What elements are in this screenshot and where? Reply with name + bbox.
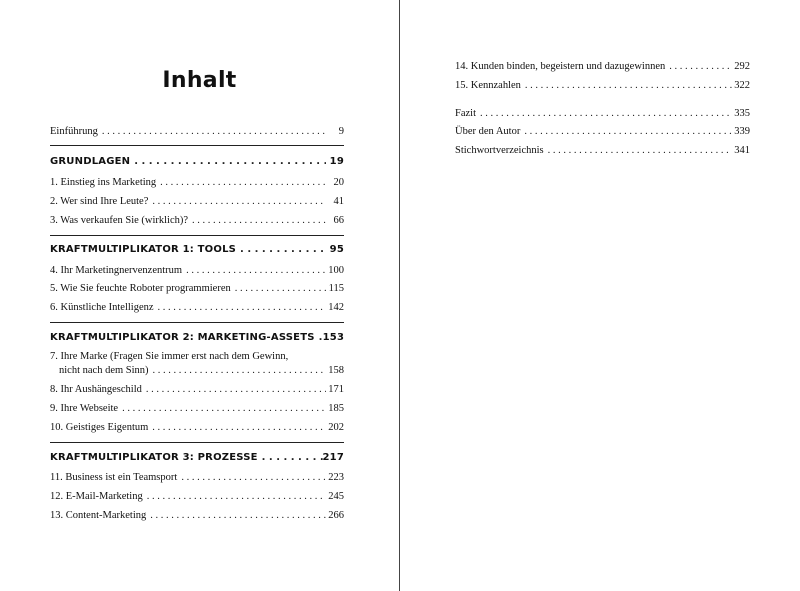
leader-dots <box>118 402 326 415</box>
toc-section-heading[interactable] <box>50 331 344 344</box>
toc-entry-page: 100 <box>328 265 344 276</box>
toc-section-heading[interactable] <box>50 155 344 168</box>
leader-dots <box>143 490 326 503</box>
leader-dots <box>98 125 326 138</box>
toc-entry-label: 14. Kunden binden, begeistern und dazugewinnen <box>455 61 666 72</box>
toc-entry-page: 322 <box>734 80 750 91</box>
leader-dots <box>142 383 326 396</box>
toc-entry-label: 13. Content-Marketing <box>50 510 147 521</box>
leader-dots <box>130 155 326 168</box>
leader-dots <box>231 282 326 295</box>
toc-entry[interactable] <box>50 195 344 208</box>
toc-entry-page: 245 <box>328 491 344 502</box>
toc-section-title: KRAFTMULTIPLIKATOR 1: TOOLS <box>50 244 237 255</box>
leader-dots <box>188 214 326 227</box>
toc-entry-page: 335 <box>734 108 750 119</box>
leader-dots <box>258 451 323 464</box>
leader-dots <box>182 264 326 277</box>
toc-section-heading[interactable] <box>50 451 344 464</box>
toc-entry[interactable] <box>50 421 344 434</box>
toc-entry-label: 15. Kennzahlen <box>455 80 521 91</box>
toc-entry-label: 10. Geistiges Eigentum <box>50 422 149 433</box>
toc-section-title: GRUNDLAGEN <box>50 156 131 167</box>
leader-dots <box>544 144 732 157</box>
toc-entry[interactable] <box>50 402 344 415</box>
toc-entry-label: 8. Ihr Aushängeschild <box>50 384 142 395</box>
toc-entry[interactable] <box>50 176 344 189</box>
toc-entry-page: 292 <box>734 61 750 72</box>
toc-entry-label: 12. E-Mail-Marketing <box>50 491 143 502</box>
leader-dots <box>236 243 326 256</box>
toc-section-page: 19 <box>329 156 344 167</box>
leader-dots <box>177 471 326 484</box>
toc-entry-label: 9. Ihre Webseite <box>50 403 119 414</box>
book-spine <box>399 0 400 591</box>
toc-entry[interactable] <box>50 471 344 484</box>
toc-entry-label: 4. Ihr Marketingnervenzentrum <box>50 265 183 276</box>
leader-dots <box>154 301 326 314</box>
toc-entry-label: 7. Ihre Marke (Fragen Sie immer erst nach dem Gewinn, <box>50 351 289 362</box>
toc-section-title: KRAFTMULTIPLIKATOR 2: MARKETING-ASSETS <box>50 332 315 343</box>
toc-entry-page: 339 <box>734 126 750 137</box>
toc-entry[interactable] <box>50 383 344 396</box>
toc-entry-page: 202 <box>328 422 344 433</box>
toc-entry[interactable] <box>50 509 344 522</box>
leader-dots <box>146 509 326 522</box>
leader-dots <box>156 176 326 189</box>
toc-entry-intro[interactable] <box>50 125 344 138</box>
toc-entry[interactable] <box>50 301 344 314</box>
toc-entry-back-matter[interactable] <box>455 107 750 120</box>
toc-entry[interactable] <box>455 60 750 73</box>
toc-entry-label: Stichwortverzeichnis <box>455 145 544 156</box>
toc-entry-label: 5. Wie Sie feuchte Roboter programmieren <box>50 283 231 294</box>
leader-dots <box>149 364 326 377</box>
toc-section-page: 153 <box>322 332 345 343</box>
toc-entry[interactable] <box>50 214 344 227</box>
leader-dots <box>521 79 732 92</box>
toc-entry-label: 6. Künstliche Intelligenz <box>50 302 154 313</box>
toc-section-title: KRAFTMULTIPLIKATOR 3: PROZESSE <box>50 452 258 463</box>
leader-dots <box>520 125 732 138</box>
toc-entry-label-continued: nicht nach dem Sinn) <box>59 365 149 376</box>
leader-dots <box>476 107 732 120</box>
toc-entry-page: 66 <box>333 215 344 226</box>
section-divider <box>50 235 344 236</box>
toc-entry[interactable] <box>50 364 344 377</box>
toc-entry[interactable] <box>50 264 344 277</box>
section-divider <box>50 322 344 323</box>
toc-section-page: 95 <box>329 244 344 255</box>
toc-entry-page: 41 <box>333 196 344 207</box>
leader-dots <box>148 421 326 434</box>
toc-entry-page: 115 <box>328 283 344 294</box>
toc-entry-page: 341 <box>734 145 750 156</box>
toc-entry-label: Über den Autor <box>455 126 521 137</box>
toc-entry-label: 1. Einstieg ins Marketing <box>50 177 157 188</box>
toc-entry[interactable] <box>455 79 750 92</box>
toc-entry-line1[interactable] <box>50 350 344 363</box>
page-title: Inhalt <box>162 68 237 93</box>
toc-section-heading[interactable] <box>50 243 344 256</box>
toc-entry-back-matter[interactable] <box>455 144 750 157</box>
toc-entry-label: Einführung <box>50 126 98 137</box>
toc-entry[interactable] <box>50 490 344 503</box>
toc-entry-page: 142 <box>328 302 344 313</box>
toc-entry-page: 9 <box>338 126 344 137</box>
toc-entry-page: 158 <box>328 365 344 376</box>
toc-entry-label: 11. Business ist ein Teamsport <box>50 472 178 483</box>
toc-entry-page: 223 <box>328 472 344 483</box>
toc-entry-page: 185 <box>328 403 344 414</box>
toc-entry[interactable] <box>50 282 344 295</box>
toc-entry-label: 2. Wer sind Ihre Leute? <box>50 196 149 207</box>
toc-entry-page: 20 <box>333 177 344 188</box>
toc-section-page: 217 <box>322 452 344 463</box>
leader-dots <box>665 60 732 73</box>
toc-entry-back-matter[interactable] <box>455 125 750 138</box>
section-divider <box>50 145 344 146</box>
toc-entry-label: 3. Was verkaufen Sie (wirklich)? <box>50 215 189 226</box>
toc-entry-label: Fazit <box>455 108 476 119</box>
leader-dots <box>315 331 323 344</box>
toc-entry-page: 171 <box>328 384 344 395</box>
toc-entry-page: 266 <box>328 510 344 521</box>
section-divider <box>50 442 344 443</box>
leader-dots <box>148 195 326 208</box>
